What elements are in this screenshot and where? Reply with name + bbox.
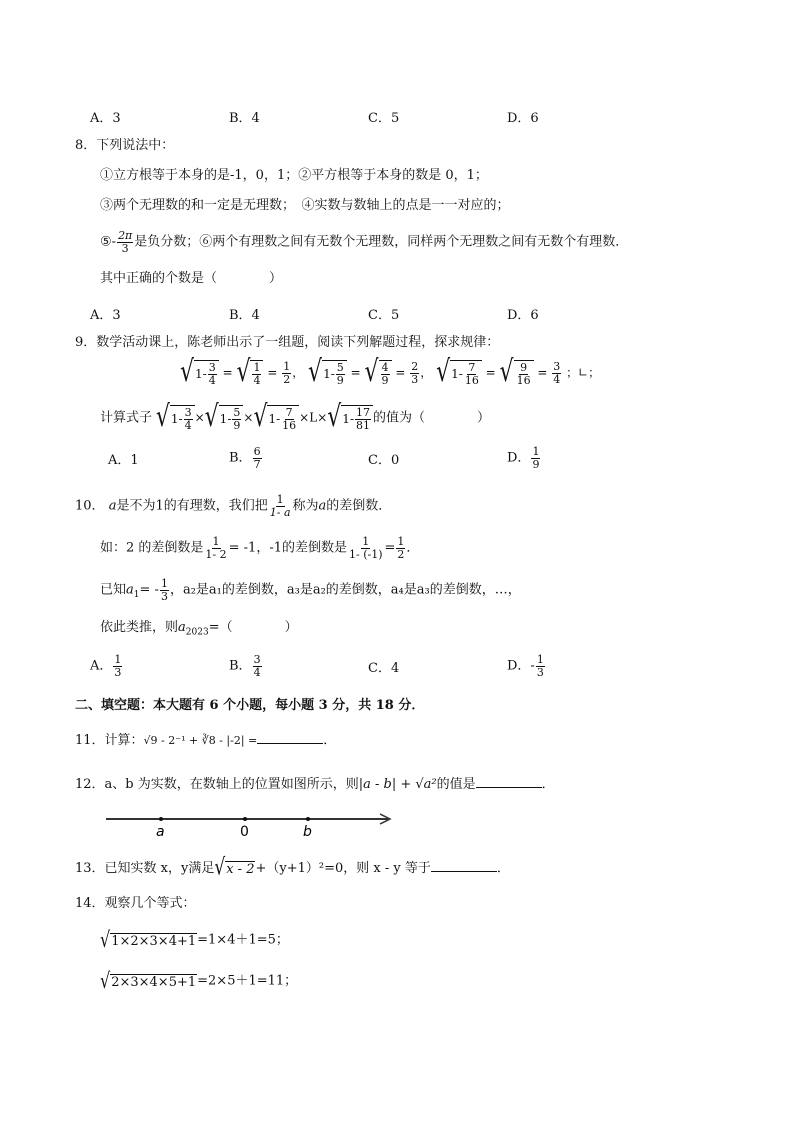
q9-option-d: D． $\frac{1}{9}$: [507, 445, 540, 471]
q8-line1-b: -1，0，1；②平方根等于本身的数是 0，1；: [230, 168, 488, 183]
q9-calc-prefix: 计算式子: [100, 410, 153, 426]
q9-result-3: $\frac{3}{4}$: [553, 360, 561, 386]
number-line-point-0: [243, 817, 247, 821]
q14-eq2-radical: √ 2×3×4×5+1: [100, 967, 197, 994]
q10-stem: 10． a是不为1的有理数，我们把 $\frac{1}{1- a}$ 称为a的差倒数．: [75, 493, 392, 519]
q9-calc-rad-3: √ 1 - $\frac{7}{16}$: [253, 405, 299, 431]
q9-number: 9．: [75, 335, 97, 350]
q8-line1: [100, 169, 488, 182]
q9-radical-5: √ 1 - $\frac{7}{16}$: [436, 360, 482, 386]
q8-options: [90, 304, 646, 323]
number-line-label-a: a: [156, 824, 165, 838]
q11-answer-blank: [257, 743, 323, 744]
q13: 13．已知实数 x，y满足 √ x - 2 +（y+1）²=0，则 x - y 等于 ．: [75, 854, 510, 882]
q12-expression: |a - b| + √a²: [358, 777, 437, 792]
q7-options: [90, 107, 646, 126]
q8-option-a: A．3: [90, 308, 121, 323]
q14-eq1-radical: √ 1×2×3×4+1: [100, 926, 197, 953]
q10-options: [90, 654, 646, 678]
q12-number-line: [104, 808, 396, 838]
q7-option-a: A．3: [90, 111, 121, 126]
q8-frac-num: 2π: [118, 229, 133, 242]
q13-answer-blank: [431, 871, 497, 872]
q9-calc-rad-2: √ 1 - $\frac{5}{9}$: [205, 405, 244, 431]
q8-line2: ③两个无理数的和一定是无理数； ④实数与数轴上的点是一一对应的；: [100, 198, 510, 213]
q8-fraction: [117, 230, 133, 254]
q9-radical-1: √ 1 - $\frac{3}{4}$: [180, 360, 219, 386]
q12: 12．a、b 为实数，在数轴上的位置如图所示，则|a - b| + √a²的值是 ．: [75, 777, 555, 792]
q10-example: 如：2 的差倒数是 $\frac{1}{1- 2}$ = -1，-1的差倒数是 $\frac{1}{1- (-1)}$ = $\frac{1}{2}$ ．: [100, 535, 420, 561]
q9-radical-4: √ $\frac{4}{9}$: [365, 360, 392, 386]
q7-option-d: D．6: [507, 111, 539, 126]
q8-line3-prefix: ⑤: [100, 234, 112, 250]
q11: 11．计算：√9 - 2⁻¹ + ∛8 - |-2| = ．: [75, 733, 337, 748]
q10-option-a: A． $\frac{1}{3}$: [90, 653, 122, 679]
q8-number: 8．: [75, 138, 97, 153]
q14-eq1: √ 1×2×3×4+1 =1×4＋1=5；: [100, 926, 289, 953]
q9-calc-rad-1: √ 1 - $\frac{3}{4}$: [156, 405, 195, 431]
q9-radical-6: √ $\frac{9}{16}$: [500, 360, 534, 386]
q13-radical: √ x - 2: [214, 854, 255, 882]
q8-option-c: C．5: [368, 308, 400, 323]
q9-calc-rad-4: √ 1 - $\frac{17}{81}$: [327, 405, 373, 431]
q9-option-a: A．1: [108, 452, 139, 468]
q9-stem-text: 数学活动课上，陈老师出示了一组题，阅读下列解题过程，探求规律：: [96, 335, 500, 350]
q10-given: 已知$a_1=$ - $\frac{1}{3}$ ，a₂是a₁的差倒数，a₃是a₂的差倒数，a₄是a₃的差倒数，…，: [100, 577, 521, 603]
q9-stem: [75, 336, 499, 349]
q9-pattern: √ 1 - $\frac{3}{4}$ = √ $\frac{1}{4}$ = $\frac{1}{2}$ ， √ 1 - $\frac{5}{9}$ = √ $\frac{4}{9}$ = $\frac{2}{3}$ ， √ 1 - $\frac{7}{16}$ = √ $\frac{9}{16}$ = $\frac{3}{4}$ ；∟；: [180, 355, 601, 390]
q9-calc: 计算式子 √ 1 - $\frac{3}{4}$ × √ 1 - $\frac{5}{9}$ × √ 1 - $\frac{7}{16}$ ×L× √ 1 - $\frac{17}{81}$ 的值为（ ）: [100, 400, 491, 435]
q8-question: 其中正确的个数是（ ）: [100, 271, 283, 286]
q9-radical-3: √ 1 - $\frac{5}{9}$: [308, 360, 347, 386]
number-line-point-b: [306, 817, 310, 821]
q7-option-c: C．5: [368, 111, 400, 126]
q7-option-b: B．4: [229, 111, 260, 126]
q9-result-2: $\frac{2}{3}$: [411, 360, 419, 386]
q8-option-d: D．6: [507, 308, 539, 323]
q8-frac-den: 3: [121, 241, 129, 255]
section-2-heading: 二、填空题：本大题有 6 个小题，每小题 3 分，共 18 分．: [75, 698, 425, 713]
q8-line3-rest: 是负分数；⑥两个有理数之间有无数个无理数，同样两个无理数之间有无数个有理数．: [134, 234, 629, 250]
q10-number: 10．: [75, 498, 105, 514]
q14-stem: 14．观察几个等式：: [75, 896, 196, 911]
q9-options: [90, 446, 646, 470]
number-line-point-a: [159, 817, 163, 821]
number-line-label-b: b: [303, 824, 312, 838]
q8-line3-minus: -: [111, 234, 117, 250]
q8-stem-text: 下列说法中：: [96, 138, 175, 153]
q10-option-b: B． $\frac{3}{4}$: [229, 653, 261, 679]
q9-calc-suffix: 的值为（ ）: [373, 410, 491, 426]
q9-radical-2: √ $\frac{1}{4}$: [236, 360, 263, 386]
q8-stem: [75, 139, 174, 152]
q10-option-d: D．- $\frac{1}{3}$: [507, 653, 544, 679]
q10-option-c: C．4: [368, 660, 400, 676]
q8-line3: [100, 230, 628, 254]
q8-option-b: B．4: [229, 308, 260, 323]
q9-option-c: C．0: [368, 452, 400, 468]
q10-stem-fraction: $\frac{1}{1- a}$: [269, 493, 291, 519]
q11-expression: √9 - 2⁻¹ + ∛8 - |-2| =: [143, 734, 258, 747]
number-line-label-0: 0: [240, 824, 249, 838]
q12-answer-blank: [476, 787, 542, 788]
q9-option-b: B． $\frac{6}{7}$: [229, 445, 261, 471]
q8-line1-a: ①立方根等于本身的是: [100, 168, 231, 183]
q10-infer: 依此类推，则$a_{2023}=$（ ）: [100, 620, 298, 638]
q9-ellipsis: ；∟；: [566, 365, 601, 380]
q14-eq2: √ 2×3×4×5+1 =2×5＋1=11；: [100, 967, 298, 994]
q9-result-1: $\frac{1}{2}$: [283, 360, 291, 386]
